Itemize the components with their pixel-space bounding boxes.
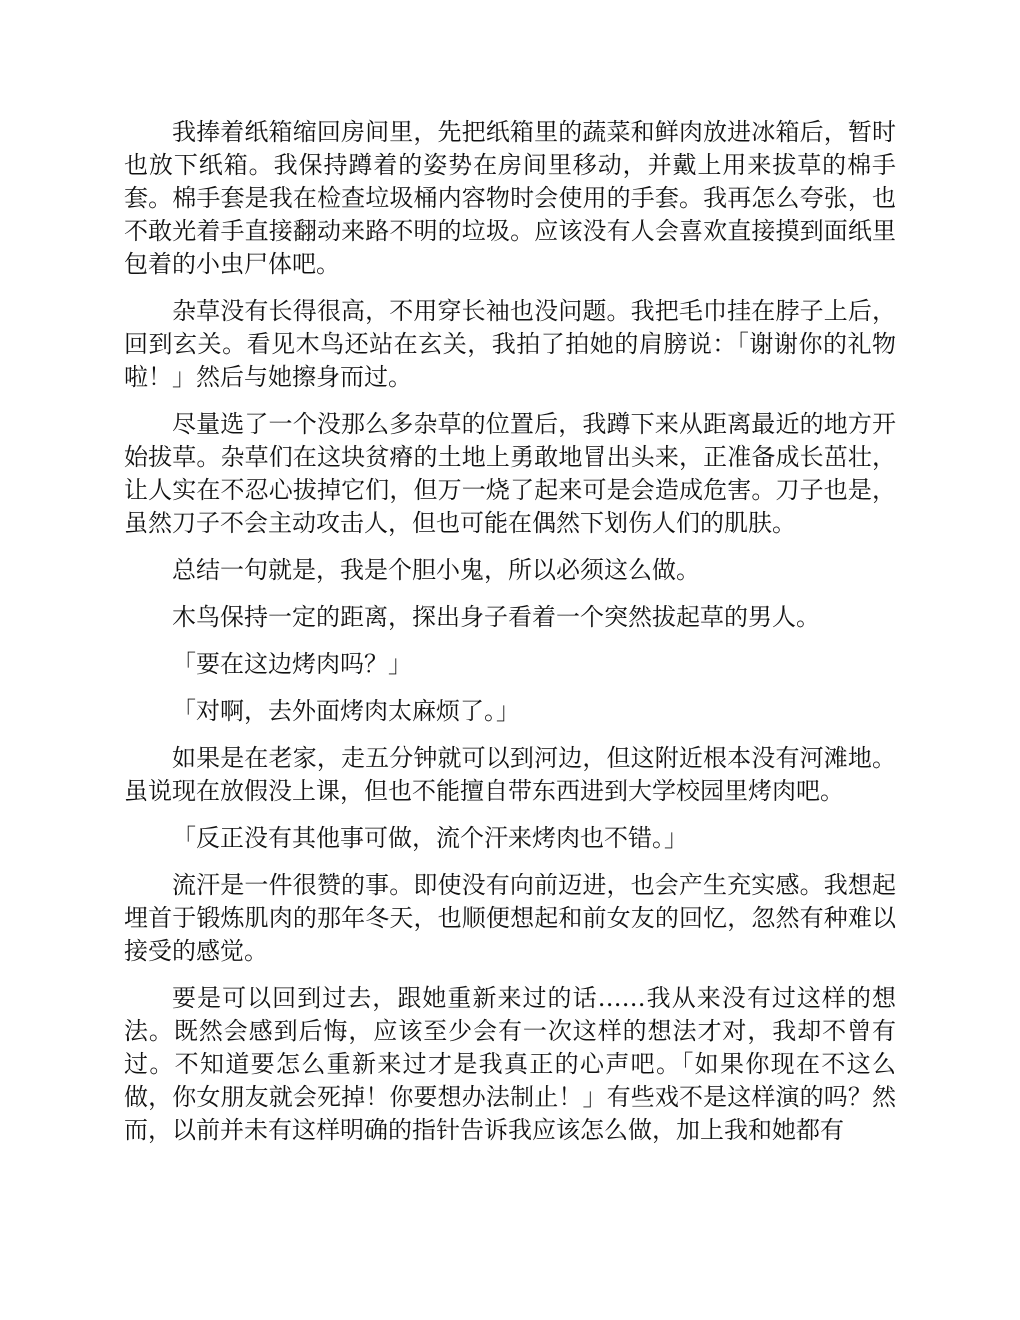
paragraph-4: 总结一句就是，我是个胆小鬼，所以必须这么做。 bbox=[172, 556, 700, 584]
paragraph-6: 如果是在老家，走五分钟就可以到河边，但这附近根本没有河滩地。虽说现在放假没上课，但也不能擅自带东西进到大学校园里烤肉吧。 bbox=[124, 744, 896, 805]
paragraph-7: 流汗是一件很赞的事。即使没有向前迈进，也会产生充实感。我想起埋首于锻炼肌肉的那年冬天，也顺便想起和前女友的回忆，忽然有种难以接受的感觉。 bbox=[124, 871, 896, 965]
paragraph-5: 木鸟保持一定的距离，探出身子看着一个突然拔起草的男人。 bbox=[172, 603, 820, 631]
dialogue-1: 「要在这边烤肉吗？」 bbox=[172, 650, 412, 678]
document-page bbox=[124, 116, 896, 1161]
paragraph-2: 杂草没有长得很高，不用穿长袖也没问题。我把毛巾挂在脖子上后，回到玄关。看见木鸟还站在玄关，我拍了拍她的肩膀说：「谢谢你的礼物啦！」然后与她擦身而过。 bbox=[124, 297, 896, 391]
paragraph-1: 我捧着纸箱缩回房间里，先把纸箱里的蔬菜和鲜肉放进冰箱后，暂时也放下纸箱。我保持蹲着的姿势在房间里移动，并戴上用来拔草的棉手套。棉手套是我在检查垃圾桶内容物时会使用的手套。我再怎么夸张，也不敢光着手直接翻动来路不明的垃圾。应该没有人会喜欢直接摸到面纸里包着的小虫尸体吧。 bbox=[124, 118, 896, 278]
paragraph-8: 要是可以回到过去，跟她重新来过的话……我从来没有过这样的想法。既然会感到后悔，应该至少会有一次这样的想法才对，我却不曾有过。不知道要怎么重新来过才是我真正的心声吧。「如果你现在不这么做，你女朋友就会死掉！你要想办法制止！」有些戏不是这样演的吗？然而，以前并未有这样明确的指针告诉我应该怎么做，加上我和她都有 bbox=[124, 984, 896, 1144]
paragraph-3: 尽量选了一个没那么多杂草的位置后，我蹲下来从距离最近的地方开始拔草。杂草们在这块贫瘠的土地上勇敢地冒出头来，正准备成长茁壮，让人实在不忍心拔掉它们，但万一烧了起来可是会造成危害。刀子也是，虽然刀子不会主动攻击人，但也可能在偶然下划伤人们的肌肤。 bbox=[124, 410, 896, 537]
dialogue-3: 「反正没有其他事可做，流个汗来烤肉也不错。」 bbox=[172, 824, 688, 852]
dialogue-2: 「对啊，去外面烤肉太麻烦了。」 bbox=[172, 697, 520, 725]
